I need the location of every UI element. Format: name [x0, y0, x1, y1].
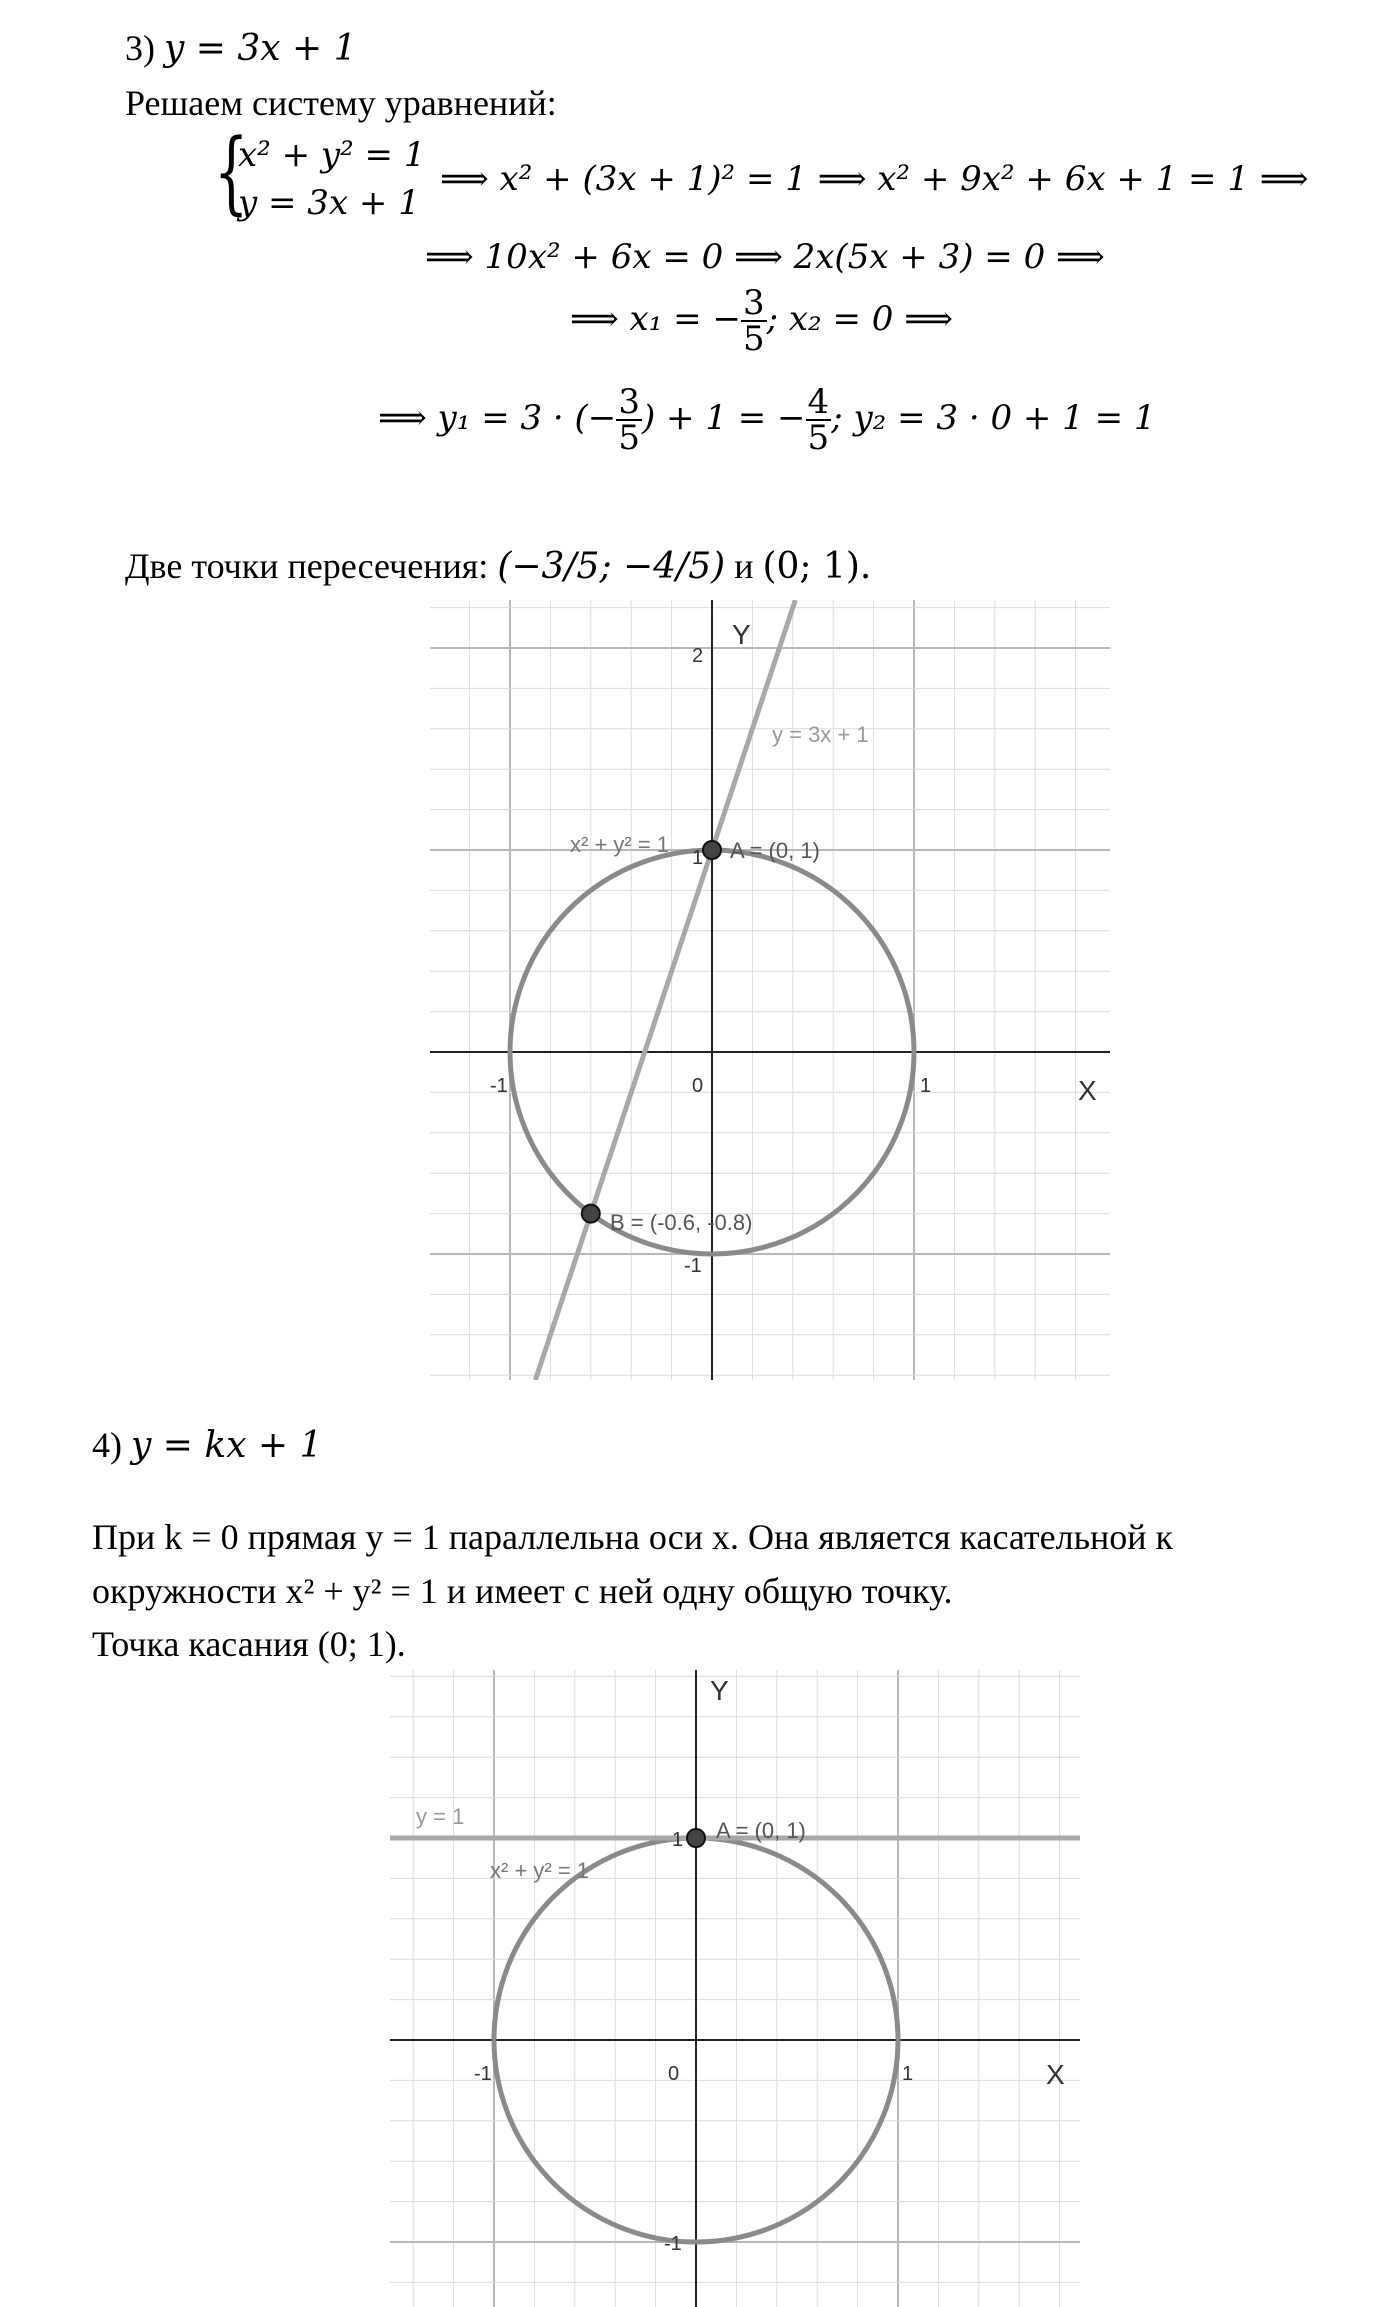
part4-number: 4) — [92, 1425, 122, 1465]
step3 — [570, 283, 953, 359]
step4-frac2-den: 5 — [807, 418, 830, 458]
step4-part-a: ⟹ y₁ = 3 · (− — [378, 398, 617, 438]
graph1-origin: 0 — [692, 1075, 704, 1097]
graph2-origin: 0 — [668, 2063, 680, 2085]
answer-and: и — [734, 546, 754, 586]
graph2-circle-label: x² + y² = 1 — [490, 1858, 590, 1883]
system-brace: { — [214, 120, 249, 225]
graph2-tick-x-1: 1 — [902, 2063, 914, 2085]
step3-fraction — [741, 283, 767, 359]
graph2-point-a-label: A = (0, 1) — [716, 1818, 806, 1843]
step4-fraction2 — [806, 382, 832, 458]
graph1-y-label: Y — [732, 619, 751, 650]
step3-frac-den: 5 — [742, 319, 765, 359]
part3-answer — [125, 548, 871, 585]
graph1-tick-y-2: 2 — [692, 645, 704, 667]
step4-frac1-den: 5 — [618, 418, 640, 458]
step3-part-b: ; x₂ = 0 ⟹ — [766, 299, 953, 339]
graph1-point-a-label: A = (0, 1) — [730, 838, 820, 863]
answer-point2: (0; 1). — [762, 546, 872, 587]
graph2-line-label: y = 1 — [416, 1804, 465, 1829]
step1: ⟹ x² + (3x + 1)² = 1 ⟹ x² + 9x² + 6x + 1 = 1 ⟹ — [440, 159, 1309, 199]
graph1-point-b — [582, 1205, 600, 1223]
part4-equation: y = kx + 1 — [131, 1425, 323, 1466]
graph-line-circle-intersection — [430, 600, 1110, 1380]
graph2-tick-x-m1: -1 — [474, 2063, 492, 2085]
graph2-point-a — [687, 1829, 705, 1847]
step4-fraction1 — [616, 382, 642, 458]
step2: ⟹ 10x² + 6x = 0 ⟹ 2x(5x + 3) = 0 ⟹ — [425, 237, 1105, 277]
graph2-x-label: X — [1046, 2059, 1065, 2090]
step4 — [378, 382, 1156, 458]
step4-part-b: ) + 1 = − — [641, 398, 806, 438]
graph1-line — [535, 600, 795, 1380]
graph-tangent-line — [390, 1670, 1080, 2307]
graph1-tick-x-1: 1 — [920, 1075, 932, 1097]
part3-heading — [125, 30, 357, 67]
part3-intro: Решаем систему уравнений: — [125, 83, 557, 123]
graph1-tick-y-m1: -1 — [684, 1255, 702, 1277]
graph2-tick-y-m1: -1 — [664, 2233, 682, 2255]
system-line2: y = 3x + 1 — [238, 183, 420, 223]
graph2-grid — [390, 1670, 1080, 2307]
step4-part-c: ; y₂ = 3 · 0 + 1 = 1 — [831, 398, 1156, 438]
answer-point1: (−3/5; −4/5) — [497, 546, 726, 587]
system-line1: x² + y² = 1 — [238, 135, 426, 175]
step4-frac2-num: 4 — [807, 382, 830, 422]
graph2-y-label: Y — [710, 1675, 729, 1706]
step3-frac-num: 3 — [742, 283, 765, 323]
part4-heading — [92, 1427, 322, 1464]
step4-frac1-num: 3 — [618, 382, 640, 422]
graph1-circle-label: x² + y² = 1 — [570, 832, 670, 857]
graph1-point-b-label: B = (-0.6, -0.8) — [610, 1210, 753, 1235]
graph1-line-label: y = 3x + 1 — [772, 722, 869, 747]
graph1-tick-x-m1: -1 — [490, 1075, 508, 1097]
step3-part-a: ⟹ x₁ = − — [570, 299, 741, 339]
part4-para-line2: окружности x² + y² = 1 и имеет с ней одну общую точку. — [92, 1571, 953, 1611]
graph1-x-label: X — [1078, 1075, 1097, 1106]
part4-para-line1: При k = 0 прямая y = 1 параллельна оси x. Она является касательной к — [92, 1517, 1174, 1557]
answer-text: Две точки пересечения: — [125, 546, 489, 586]
graph1-point-a — [703, 841, 721, 859]
graph1-grid — [430, 600, 1110, 1380]
part3-number: 3) — [125, 28, 155, 68]
part4-para-line3: Точка касания (0; 1). — [92, 1624, 406, 1664]
graph1-tick-y-1: 1 — [692, 847, 704, 869]
graph2-tick-y-1: 1 — [672, 1829, 684, 1851]
part3-equation: y = 3x + 1 — [164, 28, 357, 69]
